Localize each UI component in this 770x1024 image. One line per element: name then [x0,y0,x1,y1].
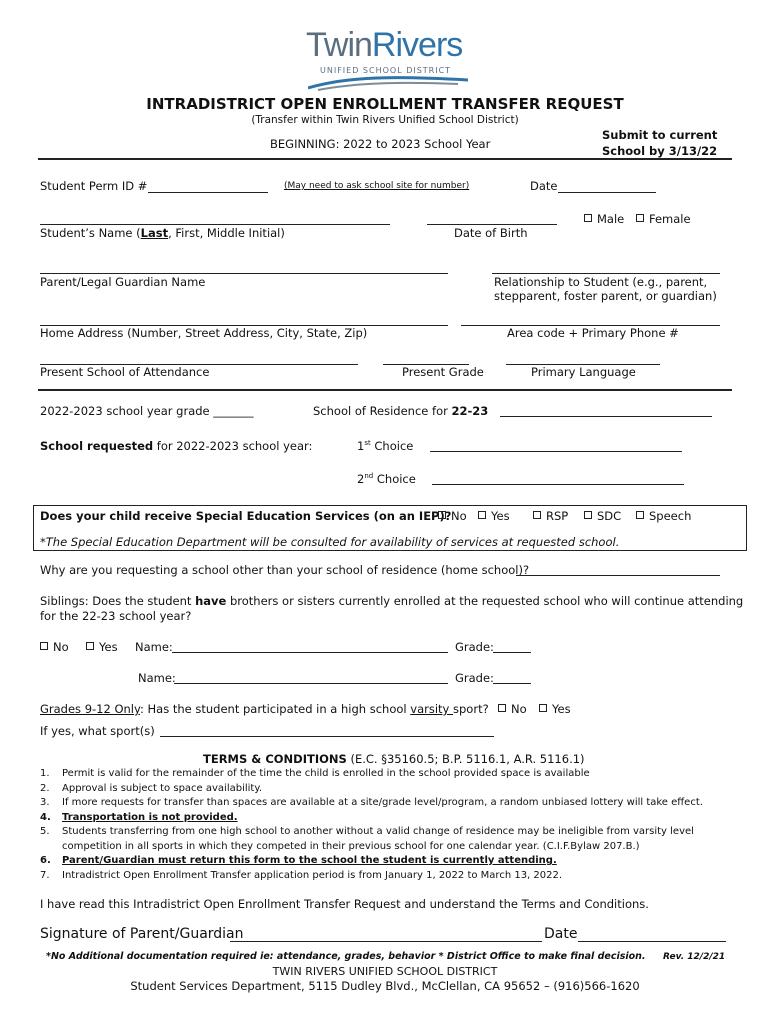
checkbox-icon [636,511,644,519]
sport-no-checkbox[interactable]: No [498,702,527,716]
checkbox-icon [584,214,592,222]
sport-question: Grades 9-12 Only: Has the student participated in a high school varsity sport? [40,702,489,716]
term-item: 7. Intradistrict Open Enrollment Transfer application period is from January 1, 2022 to March 13, 2022. [40,869,563,881]
language-label: Primary Language [531,365,636,379]
sibling-grade-label-1: Grade: [455,640,494,654]
term-item: 2. Approval is subject to space availability. [40,782,263,794]
second-choice-field[interactable] [432,484,684,485]
sibling-name-field-2[interactable] [174,683,448,684]
sibling-name-label-2: Name: [138,671,176,685]
relationship-label-1: Relationship to Student (e.g., parent, [494,275,708,289]
date-label: Date [530,179,558,193]
sped-speech-checkbox[interactable]: Speech [636,509,691,523]
revision-label: Rev. 12/2/21 [663,952,726,962]
checkbox-icon [478,511,486,519]
address-label: Home Address (Number, Street Address, City, State, Zip) [40,326,368,340]
sport-which-field[interactable] [160,736,494,737]
checkbox-icon [438,511,446,519]
checkbox-icon [498,704,506,712]
special-ed-question: Does your child receive Special Education Services (on an IEP)? [40,509,452,523]
signature-date-label: Date [544,926,578,942]
relationship-label-2: stepparent, foster parent, or guardian) [494,289,717,303]
male-checkbox[interactable]: Male [584,212,624,226]
checkbox-icon [86,642,94,650]
term-item: 6. Parent/Guardian must return this form to the school the student is currently attending. [40,855,557,866]
relationship-field[interactable] [492,273,720,274]
footer-note: *No Additional documentation required ie: attendance, grades, behavior * District Office to make final decision. [46,951,646,962]
logo-subtitle: UNIFIED SCHOOL DISTRICT [320,66,452,75]
sibling-grade-field-2[interactable] [493,683,531,684]
terms-list [40,767,740,883]
sped-no-checkbox[interactable]: No [438,509,467,523]
siblings-question-line1: Siblings: Does the student have brothers or sisters currently enrolled at the requested school who will continue attending [40,594,744,608]
submit-deadline-line1: Submit to current [602,128,718,142]
district-logo [306,26,466,92]
sibling-name-label-1: Name: [135,640,173,654]
logo-wave-icon [308,74,468,92]
school-year-grade-label: 2022-2023 school year grade _______ [40,404,254,418]
parent-name-label: Parent/Legal Guardian Name [40,275,206,289]
signature-field[interactable] [230,941,542,942]
logo-twin-text: Twin [306,26,372,64]
first-choice-label: 1st Choice [357,439,414,453]
term-item: 5. Students transferring from one high school to another without a valid change of residence may be ineligible from varsity level [40,826,694,837]
school-year-heading: BEGINNING: 2022 to 2023 School Year [270,137,491,151]
checkbox-icon [584,511,592,519]
siblings-no-checkbox[interactable]: No [40,640,69,654]
term-item: 4. Transportation is not provided. [40,811,238,823]
sport-which-label: If yes, what sport(s) [40,724,155,738]
special-ed-note: *The Special Education Department will be consulted for availability of services at requested school. [40,535,620,549]
footer-district: TWIN RIVERS UNIFIED SCHOOL DISTRICT [272,965,498,978]
phone-label: Area code + Primary Phone # [507,326,679,340]
dob-field[interactable] [427,224,557,225]
sport-yes-checkbox[interactable]: Yes [539,702,571,716]
term-item: 1. Permit is valid for the remainder of the time the child is enrolled in the school provided space is available [40,768,590,779]
female-checkbox[interactable]: Female [636,212,691,226]
why-field[interactable] [516,575,720,576]
signature-label: Signature of Parent/Guardian [40,926,244,942]
form-title: INTRADISTRICT OPEN ENROLLMENT TRANSFER REQUEST [146,95,624,113]
section-divider [38,389,732,391]
dob-label: Date of Birth [454,226,528,240]
checkbox-icon [533,511,541,519]
residence-label: School of Residence for 22-23 [313,404,489,418]
first-choice-field[interactable] [430,451,682,452]
checkbox-icon [539,704,547,712]
perm-id-note: (May need to ask school site for number) [284,181,470,191]
residence-field[interactable] [500,416,712,417]
student-name-field[interactable] [40,224,390,225]
acknowledgement-text: I have read this Intradistrict Open Enrollment Transfer Request and understand the Terms and Conditions. [40,897,649,911]
submit-deadline-line2: School by 3/13/22 [602,144,718,158]
sped-yes-checkbox[interactable]: Yes [478,509,510,523]
checkbox-icon [40,642,48,650]
signature-date-field[interactable] [578,941,726,942]
student-name-label: Student’s Name (Last, First, Middle Initial) [40,226,285,240]
perm-id-label: Student Perm ID # [40,179,148,193]
why-question: Why are you requesting a school other than your school of residence (home school)? [40,563,530,577]
siblings-yes-checkbox[interactable]: Yes [86,640,118,654]
perm-id-field[interactable] [148,192,268,193]
parent-name-field[interactable] [40,273,448,274]
form-subtitle: (Transfer within Twin Rivers Unified School District) [251,114,519,126]
sibling-grade-label-2: Grade: [455,671,494,685]
present-school-label: Present School of Attendance [40,365,210,379]
term-item-continued: competition in all sports in which they competed in their previous school for one calendar year. (C.I.F.Bylaw 207.B.) [62,840,640,852]
sped-rsp-checkbox[interactable]: RSP [533,509,568,523]
date-field[interactable] [558,192,656,193]
sibling-name-field-1[interactable] [172,652,448,653]
header-divider [38,158,732,160]
sped-sdc-checkbox[interactable]: SDC [584,509,621,523]
school-requested-label: School requested for 2022-2023 school year: [40,439,313,453]
logo-rivers-text: Rivers [371,26,463,64]
sibling-grade-field-1[interactable] [493,652,531,653]
terms-heading: TERMS & CONDITIONS (E.C. §35160.5; B.P. 5116.1, A.R. 5116.1) [203,752,585,766]
footer-address: Student Services Department, 5115 Dudley Blvd., McClellan, CA 95652 – (916)566-1620 [130,979,640,993]
present-grade-label: Present Grade [402,365,484,379]
checkbox-icon [636,214,644,222]
second-choice-label: 2nd Choice [357,472,416,486]
siblings-question-line2: for the 22-23 school year? [40,609,192,623]
term-item: 3. If more requests for transfer than spaces are available at a site/grade level/program, a random unbiased lottery will take effect. [40,797,703,808]
